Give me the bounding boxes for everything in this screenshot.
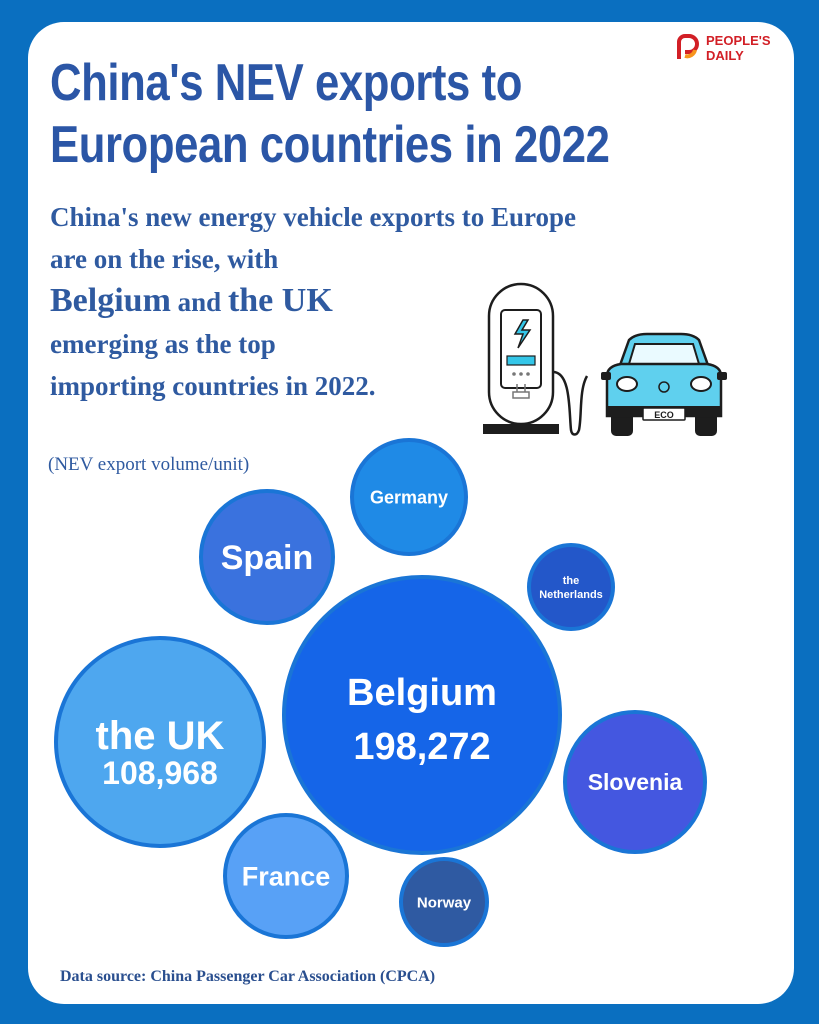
bubble-value-the-uk: 108,968	[102, 755, 218, 791]
subtitle-joiner: and	[170, 287, 228, 317]
bubble-chart	[28, 22, 794, 1004]
bubble-label-the-netherlands-1: the	[562, 575, 580, 587]
bubble-slovenia	[565, 712, 705, 852]
bubble-label-slovenia: Slovenia	[587, 769, 683, 796]
bubble-label-spain: Spain	[220, 538, 314, 577]
bubble-norway	[401, 859, 487, 945]
subtitle-line-4: emerging as the top	[50, 329, 276, 359]
subtitle-line-1: China's new energy vehicle exports to Europe	[50, 202, 576, 232]
bubble-spain	[201, 491, 333, 623]
bubble-label-norway: Norway	[416, 894, 472, 912]
bubble-value-belgium: 198,272	[353, 726, 491, 768]
bubble-germany	[352, 440, 466, 554]
bubble-circle-the-netherlands	[529, 545, 613, 629]
car-plate-label: ECO	[654, 410, 674, 420]
highlight-uk: the UK	[227, 282, 333, 319]
bubble-label-the-netherlands-2: Netherlands	[539, 589, 603, 601]
bubble-label-germany: Germany	[369, 487, 449, 508]
logo-line-1: PEOPLE'S	[706, 33, 771, 48]
bubble-the-uk	[56, 638, 264, 846]
bubble-label-the-uk: the UK	[95, 714, 225, 758]
bubble-label-france: France	[241, 861, 331, 892]
page-title: China's NEV exports to European countries in 2022	[50, 54, 610, 174]
infographic-card	[28, 22, 794, 1004]
bubble-label-belgium: Belgium	[347, 672, 497, 714]
bubble-france	[225, 815, 347, 937]
bubble-the-netherlands	[529, 545, 613, 629]
highlight-belgium: Belgium	[50, 282, 171, 319]
unit-note: (NEV export volume/unit)	[48, 454, 250, 475]
subtitle-line-2: are on the rise, with	[50, 244, 279, 274]
subtitle-line-5: importing countries in 2022.	[50, 371, 376, 401]
logo-line-2: DAILY	[706, 48, 744, 63]
bubble-circle-belgium	[284, 577, 560, 853]
bubble-belgium	[284, 577, 560, 853]
data-source: Data source: China Passenger Car Association (CPCA)	[60, 968, 436, 985]
